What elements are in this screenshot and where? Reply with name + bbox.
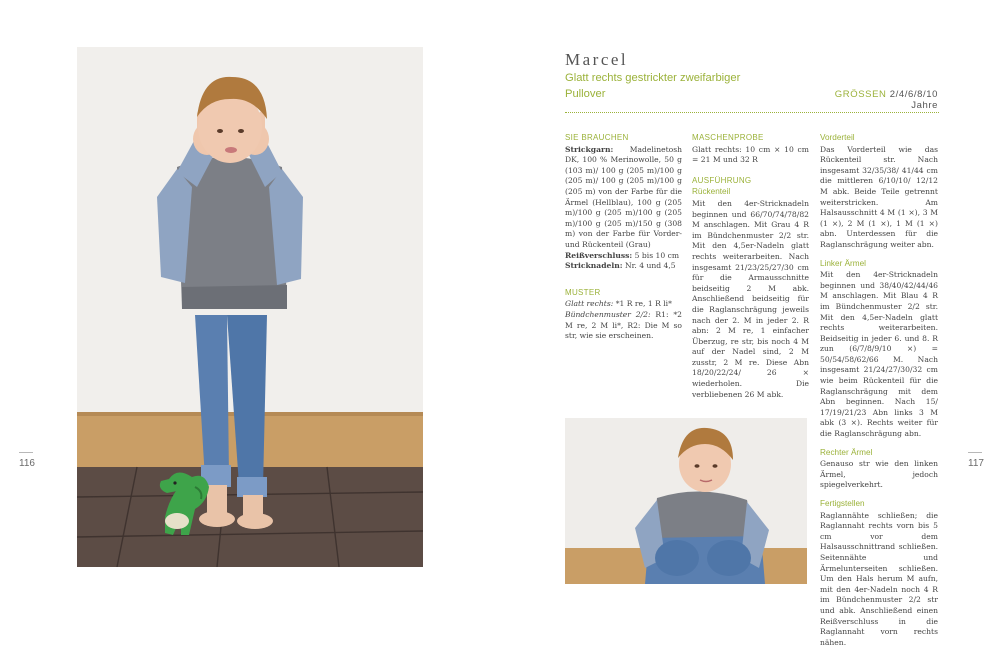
reissverschluss-label: Reißverschluss: xyxy=(565,250,633,260)
glatt-rechts-text: *1 R re, 1 R li* xyxy=(615,299,672,309)
rechter-aermel-text: Genauso str wie den linken Ärmel, jedoch spiegelverkehrt. xyxy=(820,459,938,490)
page-number-left: 116 xyxy=(19,458,35,469)
fertigstellen-text: Raglannähte schließen; die Raglannaht rechts vorn bis 5 cm vor dem Halsausschnittrand schließen. Seitennähte und Ärmelunterseiten schließen. Um den Hals herum M aufn, mit den 4er-Nadeln noch 4 R im Bündchenmuster 2/2 str und abk. Anschließend einen Reißverschluss in die Raglannaht vorn rechts nähen. xyxy=(820,510,938,647)
reissverschluss-text: 5 bis 10 cm xyxy=(634,250,680,260)
strickgarn-text: Madelinetosh DK, 100 % Merinowolle, 50 g (103 m)/ 100 g (205 m)/100 g (205 m)/ 100 g (205 m)/100 g (205 m) von der Farbe für die Ärmel (Hellblau), 100 g (205 m)/100 g (205 m)/100 g (205 m)/100 g (205 m)/150 g (308 m) von der Farbe für Vorder- und Rückenteil (Grau) xyxy=(565,144,682,249)
page-number-right: 117 xyxy=(968,458,984,469)
rechter-aermel-heading: Rechter Ärmel xyxy=(820,447,873,457)
stricknadeln-text: Nr. 4 und 4,5 xyxy=(624,261,676,271)
ausfuehrung-heading: AUSFÜHRUNG xyxy=(692,175,752,185)
pattern-title: Marcel xyxy=(565,50,629,69)
column-pieces xyxy=(820,133,938,648)
pattern-subtitle: Glatt rechts gestrickter zweifarbiger Pullover xyxy=(565,72,741,100)
column-instructions xyxy=(692,133,809,400)
buendchenmuster-label: Bündchenmuster 2/2: xyxy=(565,309,651,319)
linker-aermel-text: Mit den 4er-Stricknadeln beginnen und 38/40/42/44/46 M anschlagen. Mit Blau 4 R im Bündchenmuster 2/2 str. Mit den 4,5er-Nadeln glatt rechts weiterarbeiten. Beidseitig in jeder 6. und 8. R zun (6/7/8/9/10 ×) = 50/54/58/62/66 M. Nach insgesamt 21/24/27/30/32 cm wie beim Rückenteil für die Raglanschrägung mit dem Abn beginnen. Nach 15/ 17/19/21/23 Abn links 3 M abk (3 ×). Rechts weiter für die Raglanschrägung abn. xyxy=(820,270,938,439)
buendchenmuster-paragraph xyxy=(565,310,682,342)
column-materials xyxy=(565,133,682,342)
linker-aermel-heading: Linker Ärmel xyxy=(820,258,866,268)
sie-brauchen-heading: SIE BRAUCHEN xyxy=(565,133,629,142)
muster-heading: MUSTER xyxy=(565,287,601,297)
rueckenteil-text: Mit den 4er-Stricknadeln beginnen und 66/70/74/78/82 M anschlagen. Mit Grau 4 R im Bündchenmuster 2/2 str. Mit den 4,5er-Nadeln glatt rechts weiterarbeiten. Nach insgesamt 21/23/25/27/30 cm für die Armausschnitte beidseitig 2 M abk. Anschließend beidseitig für die Raglanschrägung jeweils nach der 2. M in jeder 2. R abn: 2 M re, 1 einfacher Überzug, re str, bis noch 4 M auf der Nadel sind, 2 M zusstr, 2 M re. Diese Abn 18/20/22/24/ 26 × wiederholen. Die verbliebenen 26 M abk. xyxy=(692,198,809,399)
strickgarn-paragraph xyxy=(565,145,682,251)
header-divider xyxy=(565,112,939,113)
stricknadeln-paragraph xyxy=(565,261,682,272)
maschenprobe-heading: MASCHENPROBE xyxy=(692,133,764,142)
glatt-rechts-label: Glatt rechts: xyxy=(565,299,614,309)
stricknadeln-label: Stricknadeln: xyxy=(565,261,623,271)
strickgarn-label: Strickgarn: xyxy=(565,144,614,154)
vorderteil-heading: Vorderteil xyxy=(820,133,855,142)
secondary-photo xyxy=(565,418,807,584)
sizes-label: GRÖSSEN xyxy=(834,89,887,100)
rueckenteil-heading: Rückenteil xyxy=(692,187,731,197)
page-number-rule-left xyxy=(19,452,33,453)
main-photo xyxy=(77,47,423,567)
page-number-rule-right xyxy=(968,452,982,453)
fertigstellen-heading: Fertigstellen xyxy=(820,499,865,508)
sizes-value: 2/4/6/8/10 Jahre xyxy=(889,89,938,111)
glatt-rechts-paragraph xyxy=(565,299,682,310)
buendchenmuster-text: R1: *2 M re, 2 M li*, R2: Die M so str, wie sie erscheinen. xyxy=(565,309,682,341)
sizes xyxy=(812,89,938,111)
maschenprobe-text: Glatt rechts: 10 cm × 10 cm = 21 M und 32 R xyxy=(692,144,809,165)
vorderteil-text: Das Vorderteil wie das Rückenteil str. Nach insgesamt 32/35/38/ 41/44 cm die mittleren 6/10/10/ 12/12 M abk. Beide Teile getrennt weiterstricken. Am Halsausschnitt 4 M (1 ×), 3 M (1 ×), 2 M (1 ×), 1 M (1 ×) abn. Unterdessen für die Raglanschrägung weiter abn. xyxy=(820,144,938,249)
reissverschluss-paragraph xyxy=(565,251,682,262)
